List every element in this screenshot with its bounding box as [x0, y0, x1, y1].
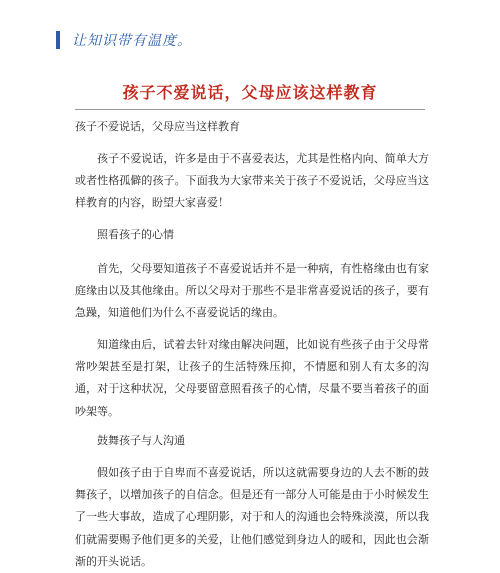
site-header	[56, 26, 476, 56]
section1-paragraph-2: 知道缘由后，试着去针对缘由解决问题，比如说有些孩子由于父母常常吵架甚至是打架，让孩子的生活特殊压抑，不情愿和别人有太多的沟通，对于这种状况，父母要留意照看孩子的心情，尽量不要当着孩子的面吵架等。	[75, 338, 429, 418]
site-slogan: 让知识带有温度。	[72, 33, 192, 49]
intro-paragraph: 孩子不爱说话，许多是由于不喜爱表达，尤其是性格内向、简单大方或者性格孤僻的孩子。下面我为大家带来关于孩子不爱说话，父母应当这样教育的内容，盼望大家喜爱！	[75, 152, 429, 210]
section-heading-communication: 鼓舞孩子与人沟通	[97, 434, 185, 447]
article-subtitle: 孩子不爱说话，父母应当这样教育	[75, 120, 240, 133]
section1-paragraph-1: 首先，父母要知道孩子不喜爱说话并不是一种病，有性格缘由也有家庭缘由以及其他缘由。所以父母对于那些不是非常喜爱说话的孩子，要有急躁，知道他们为什么不喜爱说话的缘由。	[75, 262, 429, 320]
section2-paragraph-1: 假如孩子由于自卑而不喜爱说话，所以这就需要身边的人去不断的鼓舞孩子，以增加孩子的自信念。但是还有一部分人可能是由于小时候发生了一些大事故，造成了心理阴影，对于和人的沟通也会特殊淡漠，所以我们就需要赐予他们更多的关爱，让他们感觉到身边人的暖和，因此也会渐渐的开头说话。	[75, 466, 429, 568]
section-heading-mood: 照看孩子的心情	[97, 228, 174, 241]
article-title: 孩子不爱说话，父母应该这样教育	[122, 83, 378, 102]
header-accent-bar	[56, 31, 60, 49]
title-divider	[75, 109, 425, 110]
